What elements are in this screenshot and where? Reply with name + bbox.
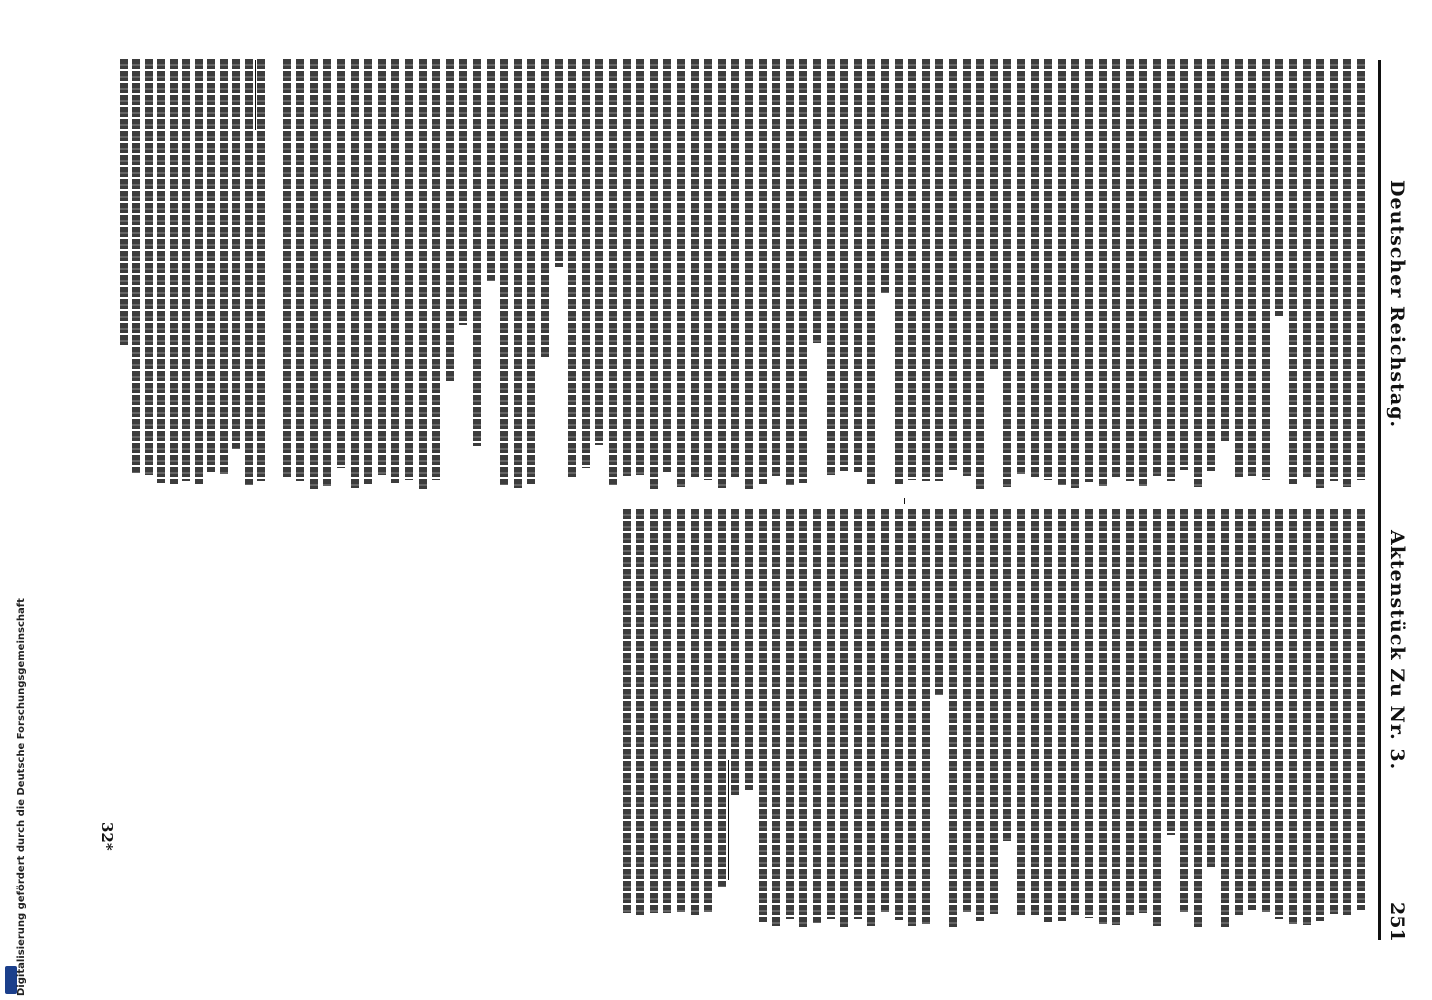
running-title-left: Deutscher Reichstag.	[1386, 180, 1408, 429]
page-number: 251	[1386, 902, 1408, 942]
text-line	[310, 59, 318, 489]
text-line	[854, 59, 862, 472]
text-line	[500, 59, 508, 485]
text-line	[922, 59, 930, 481]
text-line	[1031, 59, 1039, 477]
text-line	[1303, 59, 1311, 478]
text-line	[895, 509, 903, 920]
text-line	[1085, 509, 1093, 918]
text-line	[1112, 509, 1120, 925]
text-line	[895, 59, 903, 484]
text-line	[881, 509, 889, 912]
text-line	[813, 509, 821, 923]
text-line	[663, 509, 671, 913]
text-line	[323, 59, 331, 486]
text-line	[976, 59, 984, 489]
text-line	[827, 509, 835, 919]
text-line	[867, 59, 875, 484]
text-line	[990, 509, 998, 914]
text-line	[677, 59, 685, 487]
text-line	[1153, 509, 1161, 926]
digitization-credit: Digitalisierung gefördert durch die Deutsche Forschungsgemeinschaft	[16, 598, 27, 996]
text-line	[704, 509, 712, 912]
text-line	[759, 59, 767, 484]
text-line	[1330, 509, 1338, 914]
text-line	[170, 59, 178, 484]
text-line	[157, 59, 165, 483]
text-line	[759, 509, 767, 922]
text-line	[364, 59, 372, 484]
text-line	[432, 59, 440, 480]
text-line	[1126, 59, 1134, 481]
text-line	[220, 59, 228, 474]
text-line	[772, 509, 780, 926]
text-line	[827, 59, 835, 475]
text-line	[257, 59, 265, 481]
text-line	[207, 59, 215, 472]
text-line	[1207, 509, 1215, 868]
footnote-separator-lower	[728, 760, 729, 880]
text-line	[1085, 59, 1093, 482]
text-line	[786, 509, 794, 919]
text-line	[1330, 59, 1338, 481]
text-line	[1316, 59, 1324, 488]
text-line	[840, 59, 848, 471]
text-line	[473, 59, 481, 446]
text-line	[1248, 59, 1256, 476]
text-line	[922, 509, 930, 924]
text-line	[283, 59, 291, 479]
text-line	[1275, 509, 1283, 919]
text-line	[718, 59, 726, 488]
text-line	[378, 59, 386, 475]
text-line	[1221, 509, 1229, 929]
text-line	[568, 59, 576, 479]
text-line	[1262, 59, 1270, 480]
text-line	[813, 59, 821, 343]
text-line	[963, 509, 971, 912]
text-line	[459, 59, 467, 325]
text-line	[1112, 59, 1120, 479]
text-line	[1139, 509, 1147, 913]
text-line	[1194, 509, 1202, 928]
text-line	[976, 509, 984, 921]
text-line	[582, 59, 590, 468]
text-line	[132, 59, 140, 473]
text-line	[623, 509, 631, 913]
text-line	[677, 509, 685, 912]
text-line	[1248, 509, 1256, 910]
text-line	[1303, 509, 1311, 925]
text-line	[1071, 59, 1079, 488]
text-line	[636, 59, 644, 475]
text-line	[514, 59, 522, 488]
text-line	[799, 509, 807, 927]
text-line	[1167, 59, 1175, 481]
text-line	[1126, 509, 1134, 915]
text-line	[908, 59, 916, 480]
text-line	[296, 59, 304, 481]
text-line	[636, 509, 644, 915]
text-line	[1194, 59, 1202, 487]
text-line	[935, 509, 943, 695]
text-line	[704, 59, 712, 480]
text-line	[786, 59, 794, 485]
text-line	[1180, 59, 1188, 470]
text-line	[1275, 59, 1283, 316]
text-line	[1017, 59, 1025, 474]
text-line	[1357, 59, 1365, 480]
text-line	[1221, 59, 1229, 443]
text-line	[691, 509, 699, 917]
text-line	[232, 59, 240, 449]
text-column-upper	[270, 55, 1365, 495]
text-line	[650, 59, 658, 489]
text-line	[867, 509, 875, 926]
text-line	[718, 509, 726, 887]
column-divider	[904, 498, 905, 504]
digitization-credit-sidebar	[2, 0, 27, 1000]
text-line	[1343, 59, 1351, 487]
text-line	[446, 59, 454, 383]
text-line	[650, 509, 658, 913]
text-line	[663, 59, 671, 472]
text-line	[245, 59, 253, 485]
text-line	[527, 59, 535, 484]
text-line	[1003, 59, 1011, 487]
text-line	[1017, 509, 1025, 915]
text-line	[1044, 509, 1052, 922]
text-line	[772, 59, 780, 476]
text-line	[1153, 59, 1161, 476]
text-line	[541, 59, 549, 359]
text-line	[731, 509, 739, 795]
text-line	[1099, 59, 1107, 486]
text-line	[745, 509, 753, 790]
text-line	[1167, 509, 1175, 835]
text-line	[949, 59, 957, 470]
text-line	[1235, 59, 1243, 478]
text-line	[840, 509, 848, 928]
text-line	[1058, 59, 1066, 485]
text-line	[595, 59, 603, 445]
text-line	[745, 59, 753, 489]
text-line	[1262, 509, 1270, 912]
footnotes-upper	[115, 55, 265, 495]
text-line	[623, 59, 631, 476]
text-line	[1003, 509, 1011, 841]
running-title-right: Aktenstück Zu Nr. 3.	[1386, 530, 1408, 771]
text-line	[145, 59, 153, 475]
text-line	[881, 59, 889, 293]
text-line	[990, 59, 998, 371]
text-line	[1139, 59, 1147, 486]
text-line	[1071, 509, 1079, 916]
text-line	[1289, 59, 1297, 484]
text-line	[1044, 59, 1052, 480]
text-line	[1180, 509, 1188, 912]
text-line	[1207, 59, 1215, 471]
text-line	[337, 59, 345, 468]
text-line	[120, 59, 128, 347]
sheet-mark: 32*	[98, 822, 116, 851]
text-line	[799, 59, 807, 483]
text-line	[1235, 509, 1243, 917]
text-line	[1316, 509, 1324, 921]
text-line	[1099, 509, 1107, 924]
text-line	[963, 59, 971, 476]
text-line	[419, 59, 427, 489]
text-line	[908, 509, 916, 926]
text-line	[351, 59, 359, 488]
text-line	[854, 509, 862, 919]
text-line	[391, 59, 399, 483]
text-line	[731, 59, 739, 478]
text-line	[609, 59, 617, 485]
text-line	[1357, 509, 1365, 910]
text-line	[935, 59, 943, 481]
footnote-separator-upper	[255, 60, 256, 130]
text-line	[1289, 509, 1297, 924]
text-line	[195, 59, 203, 484]
text-line	[555, 59, 563, 267]
text-line	[691, 59, 699, 478]
text-column-lower	[620, 505, 1365, 935]
text-line	[949, 509, 957, 927]
text-line	[1343, 509, 1351, 916]
text-line	[1058, 509, 1066, 921]
text-line	[182, 59, 190, 481]
text-line	[1031, 509, 1039, 915]
text-line	[487, 59, 495, 281]
text-line	[405, 59, 413, 480]
header-rule	[1378, 60, 1381, 940]
